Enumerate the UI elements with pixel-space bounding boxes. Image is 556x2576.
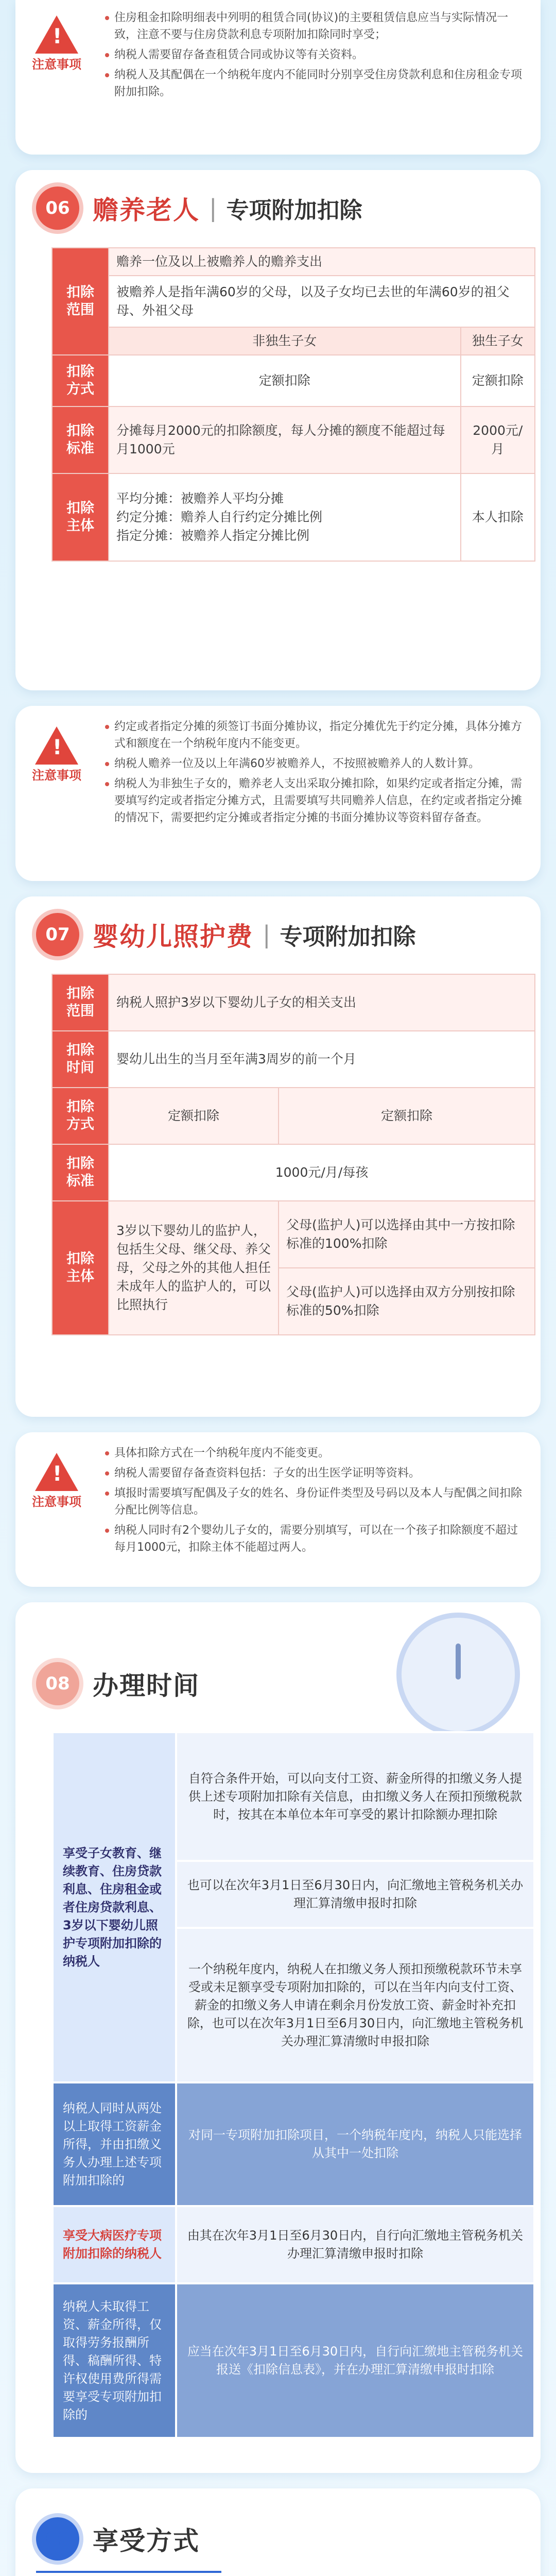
row-label-standard: 扣除标准 — [52, 406, 109, 473]
notes-top-badge — [26, 15, 88, 72]
section-08-title: 办理时间 — [93, 1671, 200, 1701]
method-b: 定额扣除 — [279, 1088, 535, 1144]
standard-non-single: 分摊每月2000元的扣除额度，每人分摊的额度不能超过每月1000元 — [109, 406, 461, 473]
scope-text-2: 被赡养人是指年满60岁的父母，以及子女均已去世的年满60岁的祖父母、外祖父母 — [109, 276, 535, 327]
notes-07-badge — [26, 1453, 88, 1510]
section-08-panel — [15, 1602, 541, 2473]
row-label-method: 扣除方式 — [52, 1088, 109, 1144]
warning-icon: ! — [35, 726, 78, 765]
section-06-title: 赡养老人 — [93, 195, 200, 225]
section-09-underline — [36, 2571, 221, 2573]
clock-icon — [456, 1643, 461, 1680]
section-08-number: 08 — [36, 1662, 79, 1705]
subject-both-parties: 父母(监护人)可以选择由双方分别按扣除标准的50%扣除 — [279, 1268, 535, 1335]
section-06-header — [36, 183, 362, 233]
column-header-single: 独生子女 — [461, 327, 535, 355]
processing-time-table — [51, 1731, 535, 2439]
method-non-single: 定额扣除 — [109, 355, 461, 406]
standard-single: 2000元/月 — [461, 406, 535, 473]
notes-panel-07 — [15, 1432, 541, 1587]
row-label-scope: 扣除范围 — [52, 974, 109, 1031]
time-row-text: 由其在次年3月1日至6月30日内，自行向汇缴地主管税务机关办理汇算清缴申报时扣除 — [176, 2206, 534, 2283]
warning-icon: ! — [35, 1453, 78, 1491]
notes-panel-06 — [15, 706, 541, 881]
list-item: 具体扣除方式在一个纳税年度内不能变更。 — [103, 1445, 525, 1462]
notes-07-label: 注意事项 — [32, 1495, 81, 1509]
list-item: 填报时需要填写配偶及子女的姓名、身份证件类型及号码以及本人与配偶之间扣除分配比例等信息。 — [103, 1485, 525, 1519]
section-07-subtitle: 专项附加扣除 — [280, 924, 416, 950]
list-item: 纳税人需要留存备查租赁合同或协议等有关资料。 — [103, 46, 525, 63]
subject-one-party: 父母(监护人)可以选择由其中一方按扣除标准的100%扣除 — [279, 1201, 535, 1268]
title-separator: | — [263, 921, 271, 948]
time-text: 婴幼儿出生的当月至年满3周岁的前一个月 — [109, 1031, 535, 1088]
section-09-panel — [15, 2488, 541, 2576]
subject-single: 本人扣除 — [461, 473, 535, 561]
section-09-header — [36, 2514, 200, 2564]
notes-06-label: 注意事项 — [32, 768, 81, 783]
notes-top-list — [103, 9, 525, 104]
row-label-scope: 扣除范围 — [52, 248, 109, 355]
notes-07-list — [103, 1445, 525, 1559]
scope-text-1: 赡养一位及以上被赡养人的赡养支出 — [109, 248, 535, 276]
time-row-label: 享受大病医疗专项附加扣除的纳税人 — [53, 2206, 176, 2283]
time-row-label-text: 享受子女教育、继续教育、住房贷款利息、住房租金或者住房贷款利息、3岁以下婴幼儿照护专项附加扣除的纳税人 — [63, 1845, 162, 1969]
list-item: 纳税人赡养一位及以上年满60岁被赡养人，不按照被赡养人的人数计算。 — [103, 755, 525, 772]
section-09-title: 享受方式 — [93, 2526, 200, 2556]
method-a: 定额扣除 — [109, 1088, 279, 1144]
subject-non-single: 平均分摊：被赡养人平均分摊 约定分摊：赡养人自行约定分摊比例 指定分摊：被赡养人指定分摊比例 — [109, 473, 461, 561]
row-label-standard: 扣除标准 — [52, 1144, 109, 1201]
method-single: 定额扣除 — [461, 355, 535, 406]
scope-text: 纳税人照护3岁以下婴幼儿子女的相关支出 — [109, 974, 535, 1031]
list-item: 纳税人同时有2个婴幼儿子女的，需要分别填写，可以在一个孩子扣除额度不超过每月1000元，扣除主体不能超过两人。 — [103, 1522, 525, 1556]
section-06-panel — [15, 170, 541, 690]
standard-text: 1000元/月/每孩 — [109, 1144, 535, 1201]
section-07-panel — [15, 896, 541, 1417]
elderly-support-table — [51, 247, 535, 562]
list-item: 约定或者指定分摊的须签订书面分摊协议，指定分摊优先于约定分摊，具体分摊方式和额度在一个纳税年度内不能变更。 — [103, 718, 525, 752]
list-item: 住房租金扣除明细表中列明的租赁合同(协议)的主要租赁信息应当与实际情况一致，注意不要与住房贷款利息专项附加扣除同时享受； — [103, 9, 525, 43]
subject-guardians: 3岁以下婴幼儿的监护人，包括生父母、继父母、养父母，父母之外的其他人担任未成年人的监护人的，可以比照执行 — [109, 1201, 279, 1335]
time-row-text: 自符合条件开始，可以向支付工资、薪金所得的扣缴义务人提供上述专项附加扣除有关信息，由扣缴义务人在预扣预缴税款时，按其在本单位本年可享受的累计扣除额办理扣除 — [176, 1732, 534, 1861]
infant-care-table — [51, 974, 535, 1335]
row-label-subject: 扣除主体 — [52, 473, 109, 561]
time-row-label: 纳税人未取得工资、薪金所得，仅取得劳务报酬所得、稿酬所得、特许权使用费所得需要享受专项附加扣除的 — [53, 2283, 176, 2438]
notes-panel-top — [15, 0, 541, 155]
notes-06-list — [103, 718, 525, 829]
time-row-text: 应当在次年3月1日至6月30日内，自行向汇缴地主管税务机关报送《扣除信息表》，并在办理汇算清缴申报时扣除 — [176, 2283, 534, 2438]
notes-top-label: 注意事项 — [32, 57, 81, 72]
column-header-non-single: 非独生子女 — [109, 327, 461, 355]
list-item: 纳税人需要留存备查资料包括：子女的出生医学证明等资料。 — [103, 1465, 525, 1482]
section-09-number: 09 — [36, 2517, 79, 2561]
title-separator: | — [209, 194, 217, 222]
section-07-title: 婴幼儿照护费 — [93, 922, 253, 952]
row-label-method: 扣除方式 — [52, 355, 109, 406]
section-06-subtitle: 专项附加扣除 — [226, 197, 362, 224]
row-label-subject: 扣除主体 — [52, 1201, 109, 1335]
time-row-text: 一个纳税年度内，纳税人在扣缴义务人预扣预缴税款环节未享受或未足额享受专项附加扣除的，可以在当年内向支付工资、薪金的扣缴义务人申请在剩余月份发放工资、薪金时补充扣除，也可以在次年3月1日至6月30日内，向汇缴地主管税务机关办理汇算清缴时申报扣除 — [176, 1928, 534, 2082]
list-item: 纳税人及其配偶在一个纳税年度内不能同时分别享受住房贷款利息和住房租金专项附加扣除。 — [103, 66, 525, 100]
section-07-header — [36, 910, 416, 959]
notes-06-badge — [26, 726, 88, 783]
time-row-label: 纳税人同时从两处以上取得工资薪金所得，并由扣缴义务人办理上述专项附加扣除的 — [53, 2082, 176, 2206]
warning-icon: ! — [35, 15, 78, 54]
time-row-text: 也可以在次年3月1日至6月30日内，向汇缴地主管税务机关办理汇算清缴申报时扣除 — [176, 1861, 534, 1928]
section-07-number: 07 — [36, 913, 79, 956]
time-row-label — [53, 1732, 176, 2082]
list-item: 纳税人为非独生子女的，赡养老人支出采取分摊扣除，如果约定或者指定分摊，需要填写约定或者指定分摊方式，且需要填写共同赡养人信息，在约定或者指定分摊的情况下，需要把约定分摊或者指定分摊的书面分摊协议等资料留存备查。 — [103, 775, 525, 826]
time-row-text: 对同一专项附加扣除项目，一个纳税年度内，纳税人只能选择从其中一处扣除 — [176, 2082, 534, 2206]
section-06-number: 06 — [36, 187, 79, 230]
row-label-time: 扣除时间 — [52, 1031, 109, 1088]
section-08-header — [36, 1659, 200, 1708]
